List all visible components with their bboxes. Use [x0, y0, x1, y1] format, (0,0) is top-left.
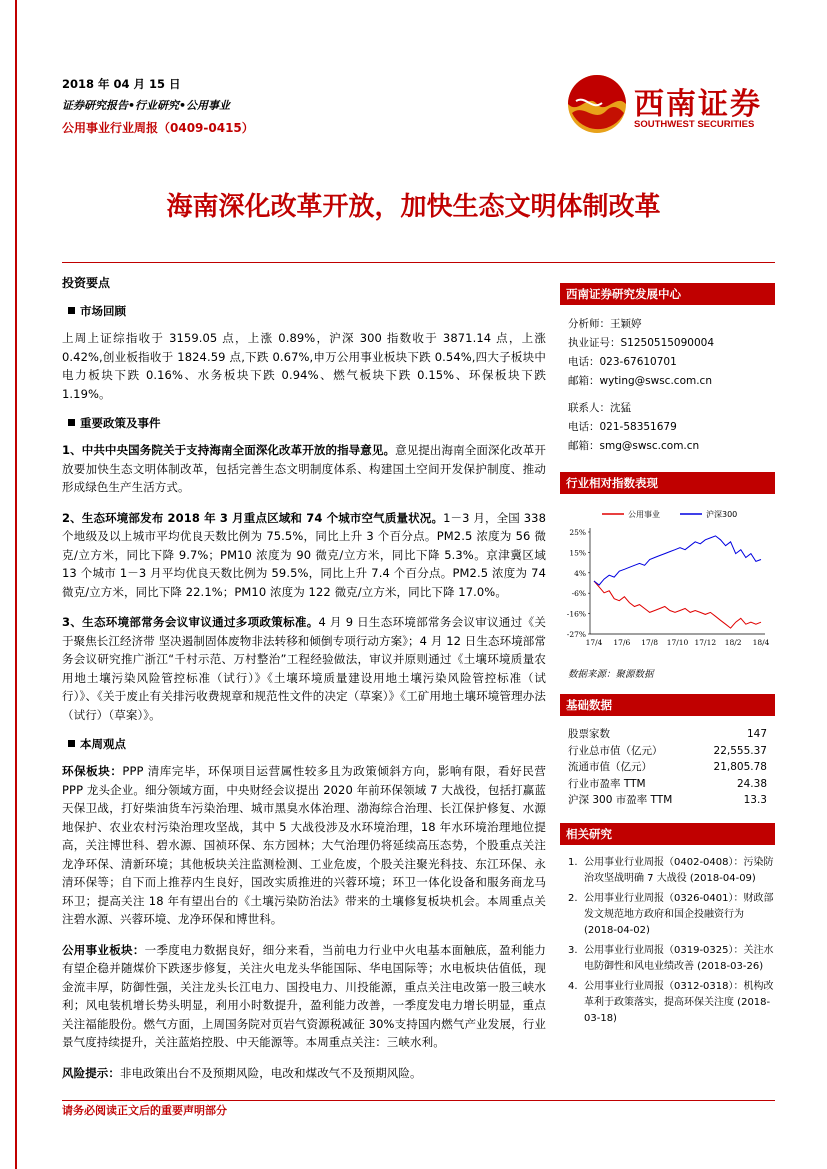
- basic-value: 13.3: [743, 794, 767, 806]
- logo-chinese-name: 西南证券: [634, 87, 762, 122]
- basic-value: 147: [746, 728, 767, 740]
- policy-item-2: [62, 509, 546, 602]
- related-item-num: 1.: [568, 856, 578, 868]
- basic-data-table: [560, 726, 775, 809]
- left-red-rule: [15, 0, 17, 1169]
- views-heading: 本周观点: [68, 736, 546, 752]
- x-tick-label: 17/4: [585, 638, 603, 647]
- contact-phone: 电话：021-58351679: [568, 421, 677, 433]
- related-research-header: 相关研究: [560, 823, 775, 845]
- market-review-text: 上周上证综指收于 3159.05 点，上涨 0.89%，沪深 300 指数收于 3871.14 点，上涨 0.42%,创业板指收于 1824.59 点,下跌 0.67%,申万公用事业板块下跌 0.54%,四大子板块中电力板块下跌 0.16%、水务板块下跌 0.94%、燃气板块下跌 0.15%、环保板块下跌 1.19%。: [62, 331, 546, 401]
- y-tick-label: -16%: [566, 609, 586, 619]
- title-divider: [62, 262, 775, 263]
- report-series: 公用事业行业周报（0409-0415）: [62, 121, 254, 135]
- logo-emblem-icon: [566, 73, 628, 135]
- investment-summary: [62, 274, 546, 1094]
- legend-label: 公用事业: [628, 510, 660, 519]
- basic-label: 沪深 300 市盈率 TTM: [568, 794, 673, 806]
- x-tick-label: 18/4: [752, 638, 770, 647]
- related-item-text: 公用事业行业周报（0326-0401）：财政部发文规范地方政府和国企投融资行为 (2018-04-02): [584, 892, 774, 936]
- analyst-phone: 电话：023-67610701: [568, 356, 677, 368]
- policy-item-3-text: 4 月 9 日生态环境部常务会议审议通过《关于聚焦长江经济带 坚决遏制固体废物非法转移和倾倒专项行动方案》；4 月 12 日生态环境部常务会议研究推广浙江“千村示范、万村整治”工程经验做法，审议并原则通过《土壤环境质量农用地土壤污染风险管控标准（试行）》《土壤环境质量建设用地土壤污染风险管控标准（试行）》、《关于废止有关排污收费规章和规范性文件的决定（草案）》《工矿用地土壤环境管理办法（试行）（草案）》。: [62, 615, 546, 722]
- env-view-text: PPP 清库完毕，环保项目运营属性较多且为政策倾斜方向，影响有限，看好民营 PPP 龙头企业。细分领域方面，中央财经会议提出 2020 年前环保领域 7 大战役，包括打赢蓝天保卫战，打好柴油货车污染治理、城市黑臭水体治理、渤海综合治理、长江保护修复、水源地保护、农业农村污染治理攻坚战，其中 5 大战役涉及水环境治理，18 年水环境治理地位提高，关注博世科、碧水源、国祯环保、东方园林；大气治理仍将延续高压态势，个股重点关注龙净环保、清新环境；其他板块关注监测检测、工业危废，个股关注聚光科技、东江环保、永清环保等；自下而上推荐内生良好，国改实质推进的兴蓉环境；环卫一体化设备和服务商龙马环卫；提高关注 18 年有望出台的《土壤污染防治法》带来的土壤修复板块机会。本周重点关注碧水源、兴蓉环境、龙净环保和博世科。: [62, 764, 547, 926]
- analyst-name: 分析师：王颖婷: [568, 318, 642, 330]
- env-view: [62, 762, 546, 929]
- analyst-license: 执业证号：S1250515090004: [568, 337, 715, 349]
- basic-row: [560, 776, 775, 793]
- utility-view-text: 一季度电力数据良好，细分来看，当前电力行业中火电基本面触底，盈利能力有望企稳并随煤价下跌逐步修复，关注火电龙头华能国际、华电国际等；水电板块估值低，现金流丰厚，防御性强，关注龙头长江电力、国投电力、川投能源，重点关注电改第一股三峡水利；风电装机增长势头明显，利用小时数提升，盈利能力改善，一季度发电力增长明显，重点关注福能股份。燃气方面，上周国务院对页岩气资源税减征 30%支持国内燃气产业发展，行业景气度持续提升，关注蓝焰控股、中天能源等。本周重点关注：三峡水利。: [62, 942, 546, 1049]
- related-item-text: 公用事业行业周报（0402-0408）：污染防治攻坚战明确 7 大战役 (2018-04-09): [584, 856, 774, 884]
- y-tick-label: -27%: [566, 630, 586, 639]
- chart-header: 行业相对指数表现: [560, 472, 775, 494]
- policy-item-1: [62, 441, 546, 497]
- risk-warning: [62, 1064, 546, 1083]
- market-review-heading: 市场回顾: [68, 303, 546, 319]
- basic-row: [560, 743, 775, 760]
- related-item-num: 4.: [568, 980, 578, 992]
- related-item-text: 公用事业行业周报（0319-0325）：关注水电防御性和风电业绩改善 (2018-03-26): [584, 944, 774, 972]
- chart-svg: [560, 504, 775, 664]
- basic-data-header: 基础数据: [560, 694, 775, 716]
- series-line: [594, 536, 761, 585]
- y-tick-label: 15%: [569, 548, 586, 558]
- policy-item-3-title: 3、生态环境部常务会议审议通过多项政策标准。: [62, 615, 319, 629]
- contact-email[interactable]: 邮箱：smg@swsc.com.cn: [568, 440, 700, 452]
- basic-label: 行业总市值（亿元）: [568, 744, 663, 757]
- x-tick-label: 17/12: [694, 638, 717, 647]
- company-logo: [566, 73, 776, 135]
- sidebar: [560, 283, 775, 1031]
- basic-value: 21,805.78: [713, 761, 767, 773]
- related-item[interactable]: [560, 855, 775, 887]
- related-item[interactable]: [560, 943, 775, 975]
- basic-row: [560, 759, 775, 776]
- basic-row: [560, 726, 775, 743]
- policy-item-2-text: 1－3 月，全国 338 个地级及以上城市平均优良天数比例为 75.5%，同比上升 3 个百分点。PM2.5 浓度为 56 微克/立方米，同比下降 9.7%；PM10 浓度为 90 微克/立方米，同比下降 5.3%。京津冀区域 13 个城市 1－3 月平均优良天数比例为 59.5%，同比上升 7.4 个百分点。PM2.5 浓度为 74 微克/立方米，同比下降 22.1%；PM10 浓度为 122 微克/立方米，同比下降 17.0%。: [62, 510, 546, 599]
- policy-item-2-title: 2、生态环境部发布 2018 年 3 月重点区域和 74 个城市空气质量状况。: [62, 510, 444, 525]
- series-line: [594, 581, 761, 628]
- research-center-header: 西南证券研究发展中心: [560, 283, 775, 305]
- policy-item-3: [62, 613, 546, 724]
- related-item[interactable]: [560, 891, 775, 939]
- policy-item-1-text: 意见提出海南全面深化改革开放要加快生态文明体制改革，包括完善生态文明制度体系、构建国土空间开发保护制度、推动形成绿色生产生活方式。: [62, 443, 546, 494]
- related-item-num: 3.: [568, 944, 578, 956]
- analyst-email[interactable]: 邮箱：wyting@swsc.com.cn: [568, 375, 712, 387]
- y-tick-label: 4%: [574, 568, 586, 578]
- policy-heading: 重要政策及事件: [68, 415, 546, 431]
- legend-label: 沪深300: [706, 510, 738, 519]
- basic-value: 24.38: [736, 777, 767, 790]
- risk-warning-title: 风险提示：: [62, 1065, 120, 1080]
- report-category: 证券研究报告•行业研究•公用事业: [62, 99, 231, 112]
- x-tick-label: 17/6: [613, 638, 631, 647]
- logo-english-name: SOUTHWEST SECURITIES: [634, 119, 755, 130]
- footer-divider: [62, 1100, 775, 1101]
- relative-index-chart: [560, 504, 775, 664]
- related-item-text: 公用事业行业周报（0312-0318）：机构改革利于政策落实，提高环保关注度 (2018-03-18): [584, 980, 774, 1024]
- y-tick-label: -6%: [571, 589, 586, 599]
- related-research-list: [560, 855, 775, 1027]
- utility-view-title: 公用事业板块：: [62, 942, 145, 957]
- report-date: 2018 年 04 月 15 日: [62, 77, 181, 91]
- section-title: 投资要点: [62, 276, 111, 290]
- basic-label: 股票家数: [568, 728, 610, 740]
- basic-value: 22,555.37: [713, 744, 767, 757]
- basic-row: [560, 792, 775, 809]
- x-tick-label: 18/2: [724, 638, 742, 647]
- y-tick-label: 25%: [569, 528, 586, 537]
- utility-view: [62, 941, 546, 1052]
- related-item[interactable]: [560, 979, 775, 1027]
- env-view-title: 环保板块：: [62, 764, 123, 778]
- x-tick-label: 17/10: [666, 638, 689, 647]
- footer-disclaimer: 请务必阅读正文后的重要声明部分: [62, 1104, 227, 1117]
- x-tick-label: 17/8: [641, 638, 659, 647]
- basic-label: 行业市盈率 TTM: [568, 777, 646, 790]
- contact-name: 联系人：沈猛: [568, 402, 631, 414]
- risk-warning-text: 非电政策出台不及预期风险，电改和煤改气不及预期风险。: [120, 1065, 422, 1080]
- page-title: 海南深化改革开放，加快生态文明体制改革: [166, 192, 661, 222]
- policy-item-1-title: 1、中共中央国务院关于支持海南全面深化改革开放的指导意见。: [62, 443, 396, 457]
- related-item-num: 2.: [568, 892, 578, 904]
- basic-label: 流通市值（亿元）: [568, 761, 652, 773]
- data-source-note: 数据来源：聚源数据: [568, 669, 654, 680]
